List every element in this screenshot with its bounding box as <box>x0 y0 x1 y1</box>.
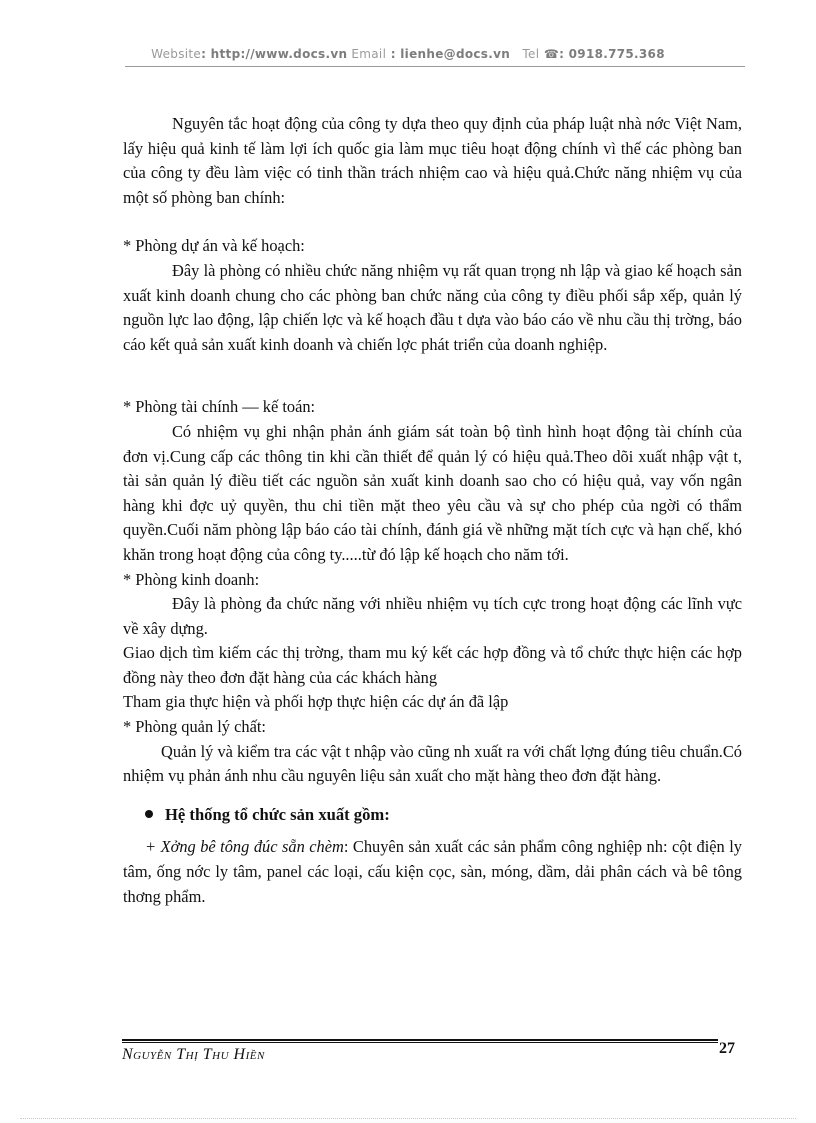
sub-paragraph <box>123 835 742 909</box>
bullet-heading <box>145 803 742 828</box>
phone-number: ☎: 0918.775.368 <box>539 47 665 61</box>
paragraph-kinh-doanh-2: Giao dịch tìm kiếm các thị trờng, tham mu ký kết các hợp đồng và tổ chức thực hiện các hợp đồng này theo đơn đặt hàng của các khách hàng <box>123 643 742 687</box>
bullet-dot-icon <box>145 810 153 818</box>
website-url[interactable]: : http://www.docs.vn <box>201 47 348 61</box>
intro-paragraph: Nguyên tắc hoạt động của công ty dựa theo quy định của pháp luật nhà nớc Việt Nam, lấy hiệu quả kinh tế làm lợi ích quốc gia làm mục tiêu hoạt động chính vì thế các phòng ban của công ty đều làm việc có tinh thần trách nhiệm cao và hiệu quả.Chức năng nhiệm vụ của một số phòng ban chính: <box>123 114 742 207</box>
heading-tai-chinh: * Phòng tài chính — kế toán: <box>123 397 316 417</box>
document-body <box>123 112 742 909</box>
bullet-heading-text: Hệ thống tổ chức sản xuất gồm: <box>165 804 390 824</box>
paragraph-tai-chinh: Có nhiệm vụ ghi nhận phản ánh giám sát toàn bộ tình hình hoạt động tài chính của đơn vị.Cung cấp các thông tin khi cần thiết để quản lý có hiệu quả.Theo dõi xuất nhập vật t, tài sản quản lý điều tiết các nguồn sản xuất kinh doanh sao cho có hiệu quả, vay vốn ngân hàng khi đợc uỷ quyền, thu chi tiền mặt theo yêu cầu và sự cho phép của ngời có thẩm quyền.Cuối năm phòng lập báo cáo tài chính, đánh giá về những mặt tích cực và hạn chế, khó khăn trong hoạt động của công ty.....từ đó lập kế hoạch cho năm tới. <box>123 421 742 564</box>
paragraph-kinh-doanh: Đây là phòng đa chức năng với nhiều nhiệm vụ tích cực trong hoạt động các lĩnh vực về xây dựng. <box>123 594 742 638</box>
email-address[interactable]: : lienhe@docs.vn <box>386 47 511 61</box>
footer-divider-thin <box>122 1042 718 1043</box>
footer-divider <box>122 1039 718 1041</box>
heading-kinh-doanh: * Phòng kinh doanh: <box>123 569 260 589</box>
paragraph-du-an: Đây là phòng có nhiều chức năng nhiệm vụ rất quan trọng nh lập và giao kế hoạch sản xuất kinh doanh chung cho các phòng ban chức năng của công ty điều phối sắp xếp, quản lý nguồn lực lao động, lập chiến lợc và kế hoạch đầu t dựa vào báo cáo về nhu cầu thị trờng, báo cáo kết quả sản xuất kinh doanh và chiến lợc phát triển của doanh nghiệp. <box>123 260 742 354</box>
page-number: 27 <box>719 1040 735 1057</box>
page-bottom-dotted-line <box>20 1118 796 1119</box>
header-divider <box>125 66 745 67</box>
footer-author: Nguyễn Thị Thu Hiền <box>122 1046 265 1063</box>
sub-text: : Chuyên sản xuất các sản phẩm công nghiệp nh: cột điện ly tâm, ống nớc ly tâm, panel các loại, cấu kiện cọc, sàn, móng, dầm, dải phân cách và bê tông thơng phẩm. <box>123 837 742 906</box>
paragraph-quan-ly: Quản lý và kiểm tra các vật t nhập vào cũng nh xuất ra với chất lợng đúng tiêu chuẩn.Có nhiệm vụ phản ánh nhu cầu nguyên liệu sản xuất cho mặt hàng theo đơn đặt hàng. <box>123 741 742 786</box>
page-header <box>0 47 816 61</box>
paragraph-kinh-doanh-3: Tham gia thực hiện và phối hợp thực hiện các dự án đã lập <box>123 692 509 712</box>
heading-quan-ly: * Phòng quản lý chất: <box>123 717 266 737</box>
tel-label: Tel <box>510 47 540 61</box>
website-label: Website <box>151 47 202 61</box>
heading-du-an: * Phòng dự án và kế hoạch: <box>123 236 305 256</box>
sub-label: + Xởng bê tông đúc sẵn chèm <box>145 837 344 857</box>
email-label: Email <box>347 47 387 61</box>
